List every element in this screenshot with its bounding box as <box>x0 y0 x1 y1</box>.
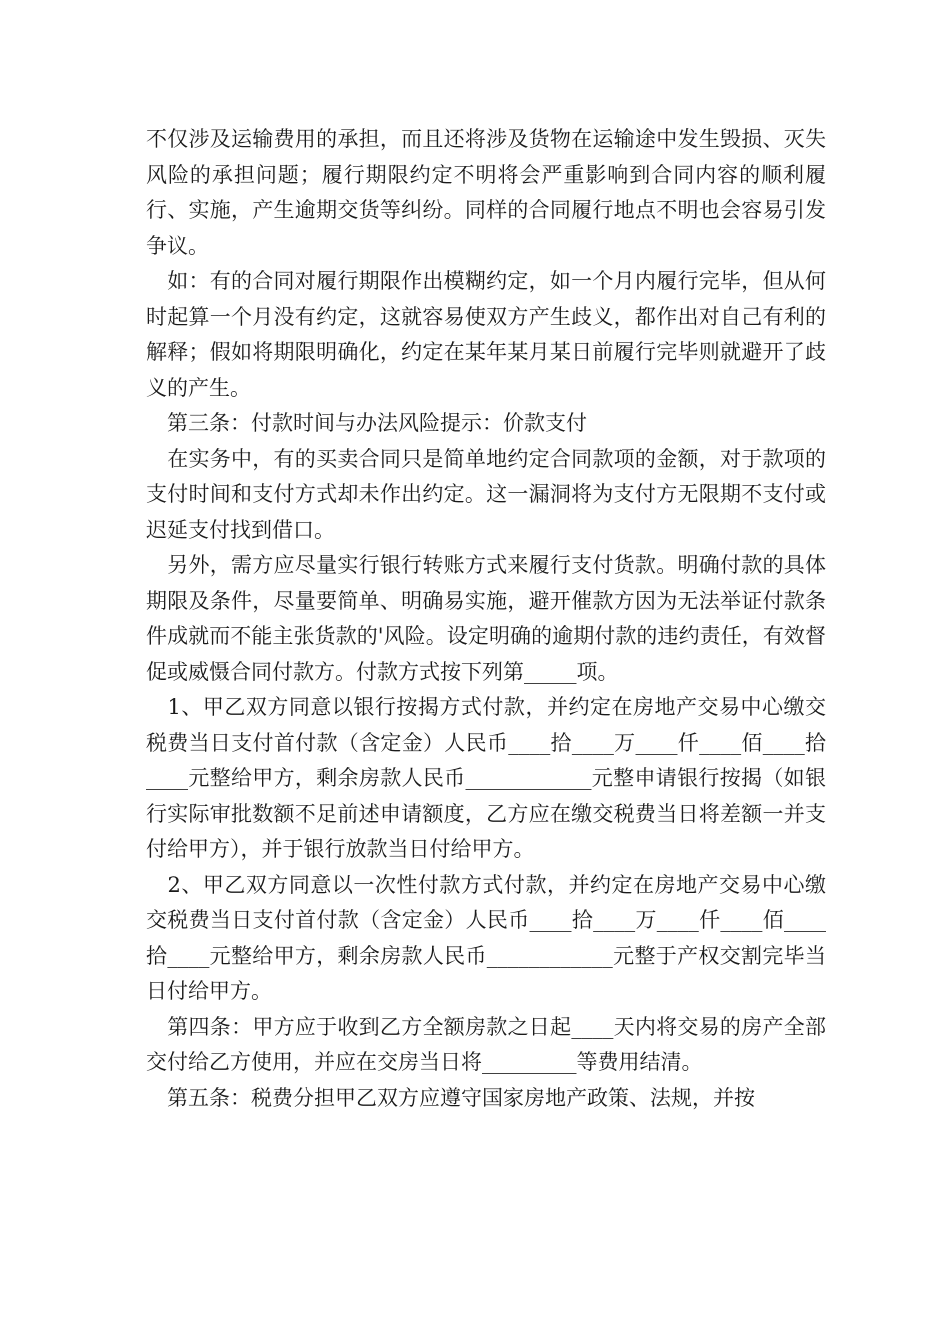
paragraph-4: 在实务中，有的买卖合同只是简单地约定合同款项的金额，对于款项的支付时间和支付方式却未作出约定。这一漏洞将为支付方无限期不支付或迟延支付找到借口。 <box>146 446 826 542</box>
paragraph-1: 不仅涉及运输费用的承担，而且还将涉及货物在运输途中发生毁损、灭失风险的承担问题；履行期限约定不明将会严重影响到合同内容的顺利履行、实施，产生逾期交货等纠纷。同样的合同履行地点不明也会容易引发争议。 <box>146 127 826 258</box>
paragraph-9-article-5: 第五条：税费分担甲乙双方应遵守国家房地产政策、法规，并按 <box>146 1085 755 1110</box>
paragraph-8-article-4: 第四条：甲方应于收到乙方全额房款之日起____天内将交易的房产全部交付给乙方使用，并应在交房当日将_________等费用结清。 <box>146 1014 826 1074</box>
paragraph-2: 如：有的合同对履行期限作出模糊约定，如一个月内履行完毕，但从何时起算一个月没有约定，这就容易使双方产生歧义，都作出对自己有利的解释；假如将期限明确化，约定在某年某月某日前履行完毕则就避开了歧义的产生。 <box>146 269 826 400</box>
paragraph-6-item-1: 1、甲乙双方同意以银行按揭方式付款，并约定在房地产交易中心缴交税费当日支付首付款（含定金）人民币____拾____万____仟____佰____拾____元整给甲方，剩余房款人民币____________元整申请银行按揭（如银行实际审批数额不足前述申请额度，乙方应在缴交税费当日将差额一并支付给甲方），并于银行放款当日付给甲方。 <box>146 695 826 861</box>
paragraph-3-heading: 第三条：付款时间与办法风险提示：价款支付 <box>146 411 587 435</box>
paragraph-5: 另外，需方应尽量实行银行转账方式来履行支付货款。明确付款的具体期限及条件，尽量要简单、明确易实施，避开催款方因为无法举证付款条件成就而不能主张货款的'风险。设定明确的逾期付款的违约责任，有效督促或威慑合同付款方。付款方式按下列第_____项。 <box>146 553 826 684</box>
paragraph-7-item-2: 2、甲乙双方同意以一次性付款方式付款，并约定在房地产交易中心缴交税费当日支付首付款（含定金）人民币____拾____万____仟____佰____拾____元整给甲方，剩余房款人民币____________元整于产权交割完毕当日付给甲方。 <box>146 872 826 1003</box>
document-page <box>146 122 826 1116</box>
